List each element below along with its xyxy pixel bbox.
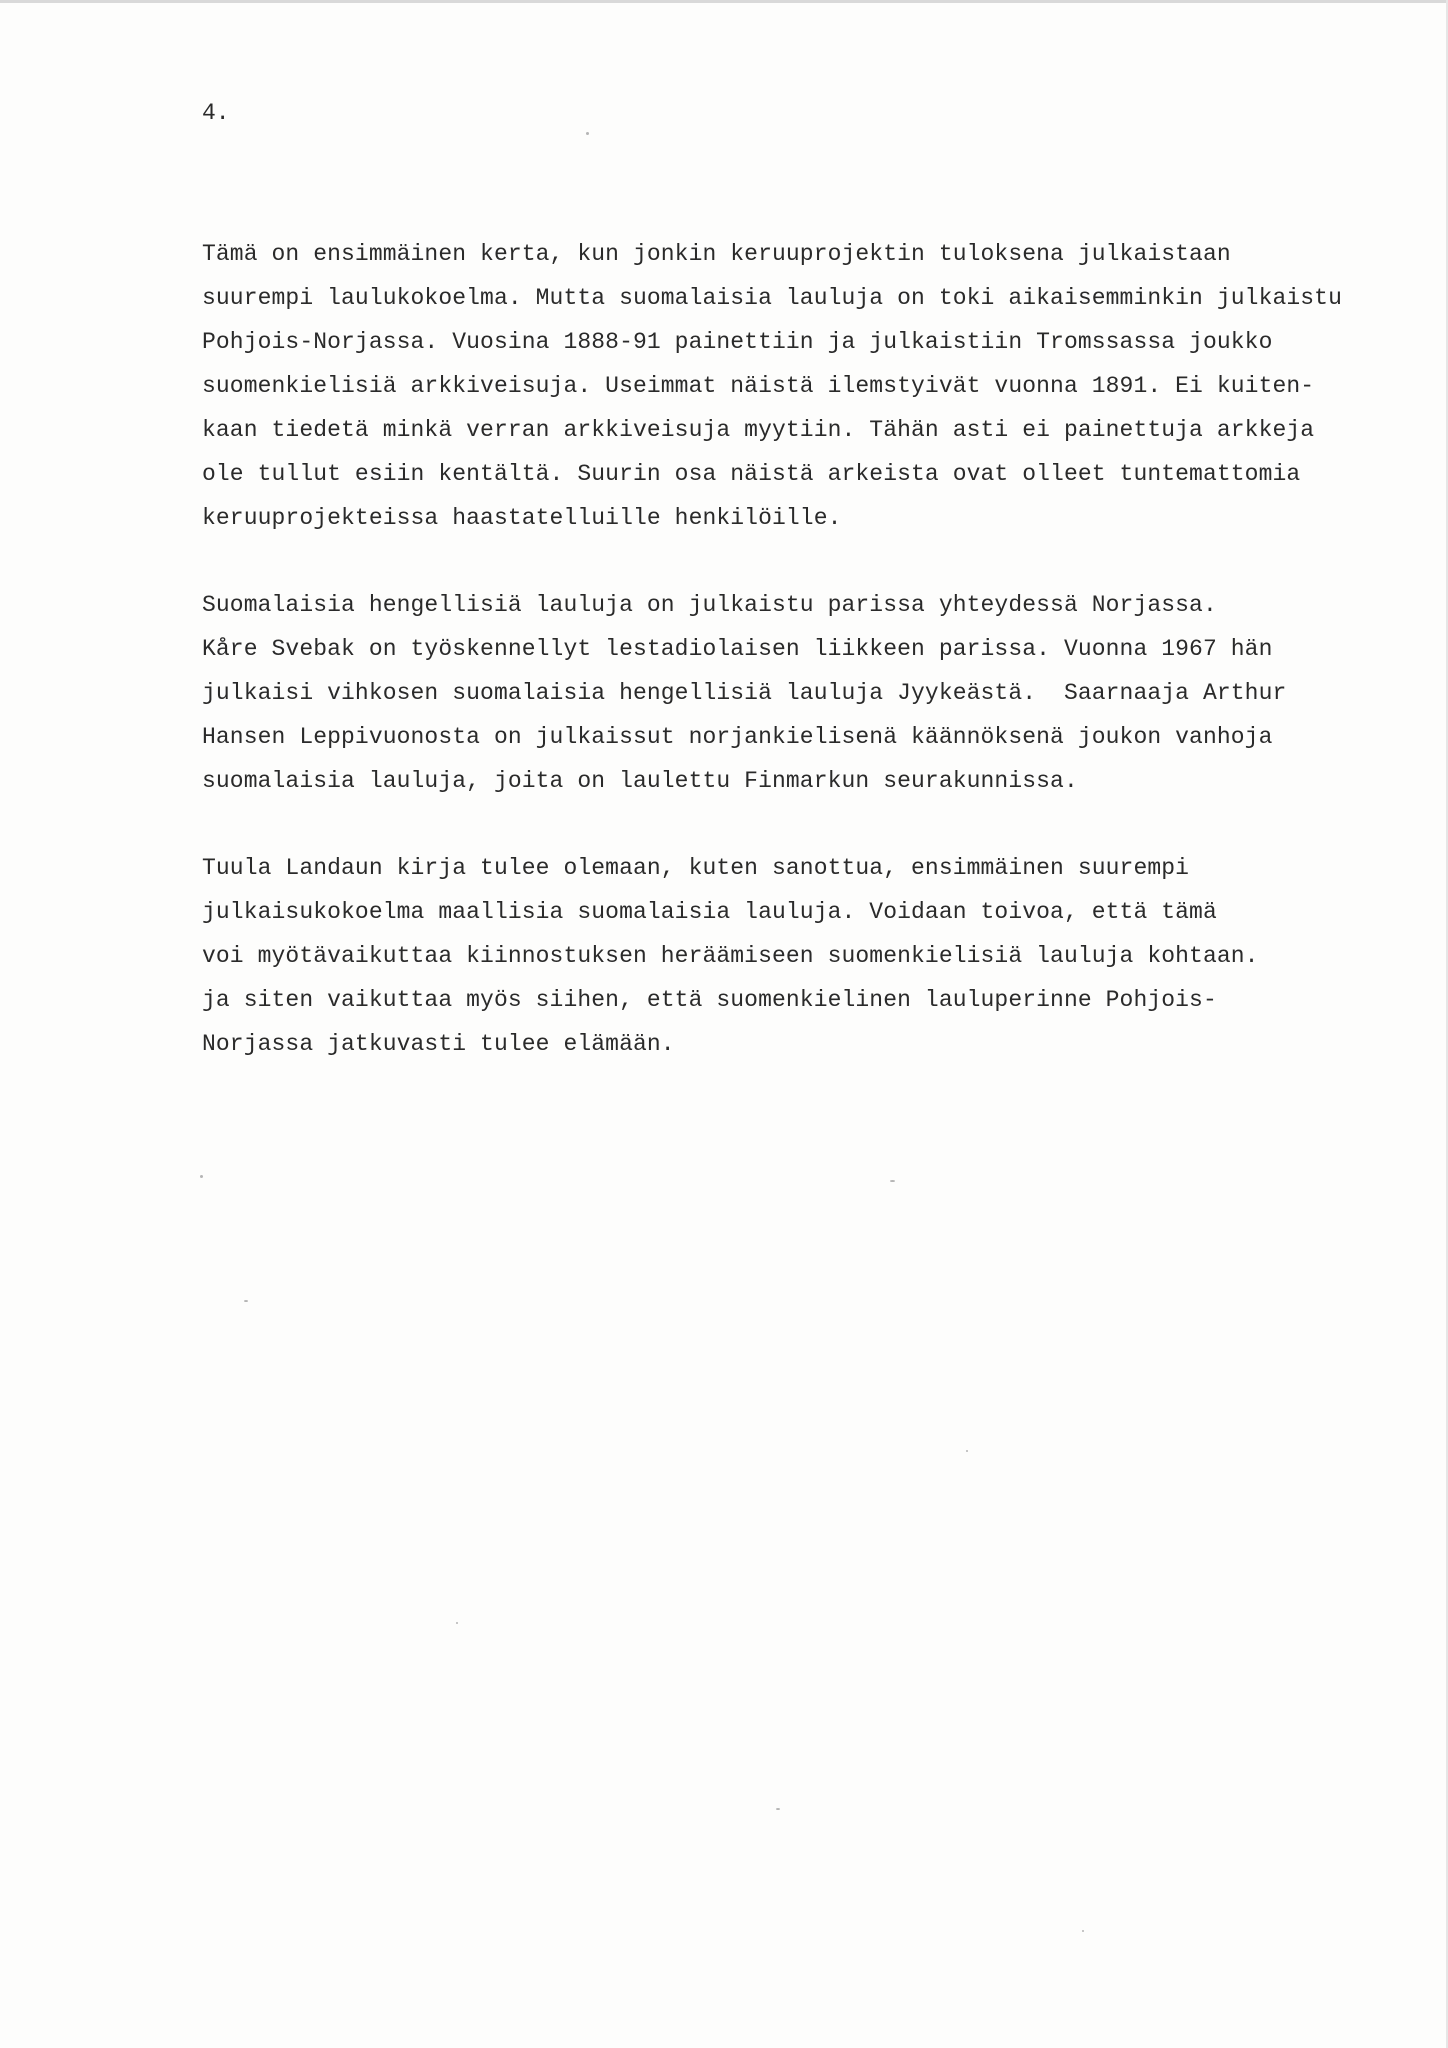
document-body — [202, 232, 1402, 1109]
scan-speck — [200, 1175, 203, 1178]
text-line: Tämä on ensimmäinen kerta, kun jonkin keruuprojektin tuloksena julkaistaan — [202, 241, 1231, 267]
paragraph-2 — [202, 583, 1402, 803]
text-line: voi myötävaikuttaa kiinnostuksen heräämiseen suomenkielisiä lauluja kohtaan. — [202, 943, 1259, 969]
text-line: kaan tiedetä minkä verran arkkiveisuja myytiin. Tähän asti ei painettuja arkkeja — [202, 417, 1315, 443]
scan-speck — [456, 1622, 458, 1624]
text-line: julkaisukokoelma maallisia suomalaisia lauluja. Voidaan toivoa, että tämä — [202, 899, 1217, 925]
text-line: Pohjois-Norjassa. Vuosina 1888-91 painettiin ja julkaistiin Tromssassa joukko — [202, 329, 1273, 355]
text-line: suomalaisia lauluja, joita on laulettu Finmarkun seurakunnissa. — [202, 768, 1078, 794]
scan-top-edge — [0, 0, 1448, 3]
text-line: Norjassa jatkuvasti tulee elämään. — [202, 1031, 675, 1057]
text-line: Suomalaisia hengellisiä lauluja on julkaistu parissa yhteydessä Norjassa. — [202, 592, 1217, 618]
scan-speck — [966, 1450, 968, 1452]
text-line: ja siten vaikuttaa myös siihen, että suomenkielinen lauluperinne Pohjois- — [202, 987, 1217, 1013]
text-line: Hansen Leppivuonosta on julkaissut norjankielisenä käännöksenä joukon vanhoja — [202, 724, 1273, 750]
text-line: suurempi laulukokoelma. Mutta suomalaisia lauluja on toki aikaisemminkin julkaistu — [202, 285, 1342, 311]
text-line: julkaisi vihkosen suomalaisia hengellisiä lauluja Jyykeästä. Saarnaaja Arthur — [202, 680, 1287, 706]
text-line: Kåre Svebak on työskennellyt lestadiolaisen liikkeen parissa. Vuonna 1967 hän — [202, 636, 1273, 662]
scan-speck — [586, 132, 589, 135]
paragraph-3 — [202, 846, 1402, 1066]
scan-speck — [776, 1808, 780, 1810]
scan-speck — [890, 1180, 895, 1182]
text-line: keruuprojekteissa haastatelluille henkilöille. — [202, 505, 842, 531]
text-line: Tuula Landaun kirja tulee olemaan, kuten sanottua, ensimmäinen suurempi — [202, 855, 1190, 881]
scan-speck — [1082, 1930, 1084, 1932]
text-line: suomenkielisiä arkkiveisuja. Useimmat näistä ilemstyivät vuonna 1891. Ei kuiten- — [202, 373, 1315, 399]
page-number: 4. — [202, 100, 230, 126]
scan-speck — [244, 1300, 248, 1302]
text-line: ole tullut esiin kentältä. Suurin osa näistä arkeista ovat olleet tuntemattomia — [202, 461, 1301, 487]
paragraph-1 — [202, 232, 1402, 540]
